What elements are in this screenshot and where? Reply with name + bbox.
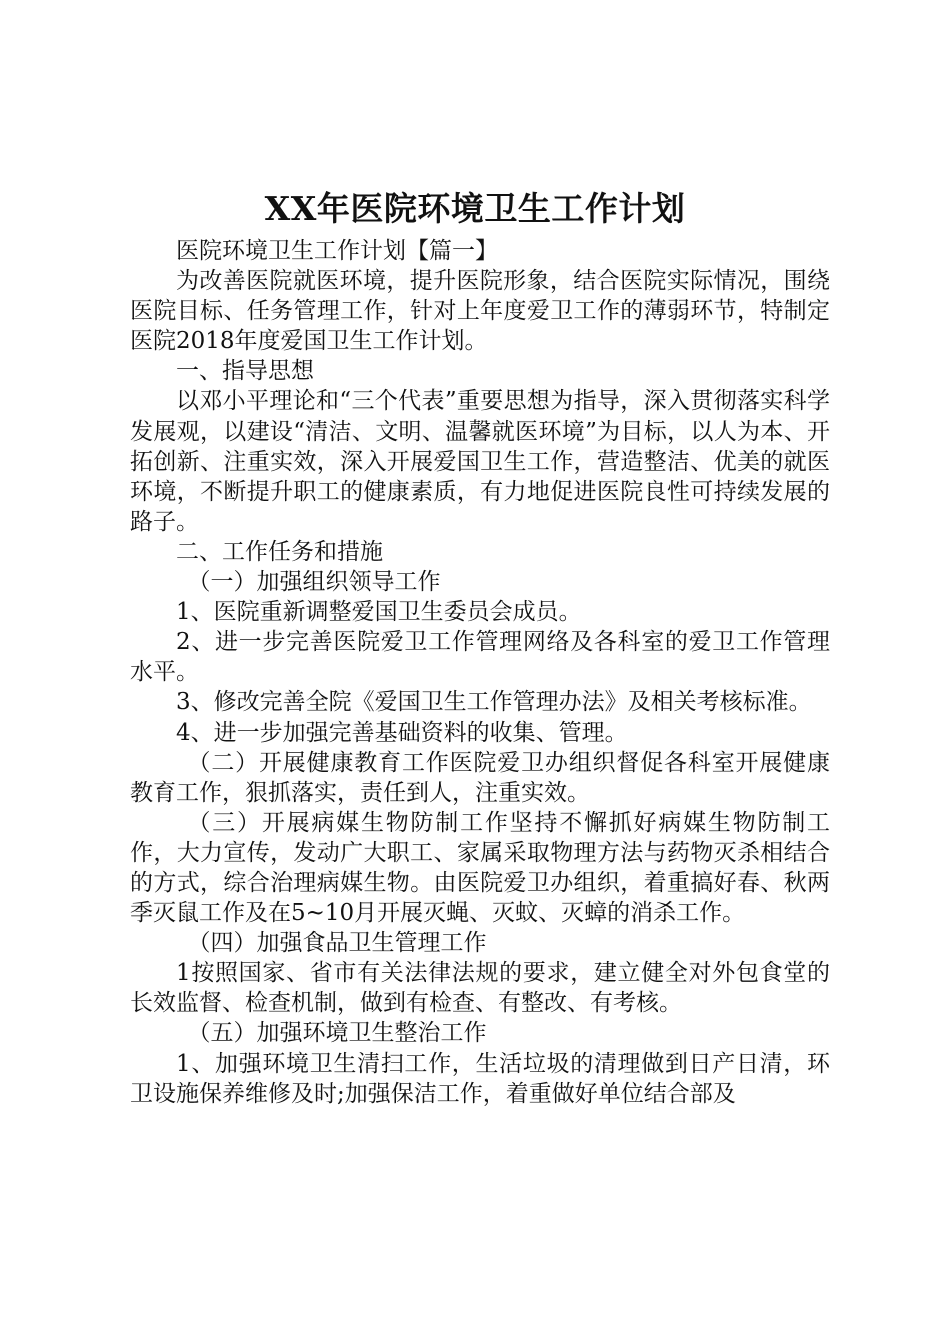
document-title: XX年医院环境卫生工作计划 xyxy=(264,189,686,228)
document-body xyxy=(130,236,830,1109)
subheading-organization: （一）加强组织领导工作 xyxy=(187,569,441,596)
list-item: 1按照国家、省市有关法律法规的要求，建立健全对外包食堂的长效监督、检查机制，做到有检查、有整改、有考核。 xyxy=(130,960,830,1017)
paragraph-health-education: （二）开展健康教育工作医院爱卫办组织督促各科室开展健康教育工作，狠抓落实，责任到人，注重实效。 xyxy=(130,749,830,806)
subheading-environment: （五）加强环境卫生整治工作 xyxy=(187,1020,487,1047)
list-item: 3、修改完善全院《爱国卫生工作管理办法》及相关考核标准。 xyxy=(176,689,812,716)
heading-tasks-measures: 二、工作任务和措施 xyxy=(176,538,383,565)
heading-guiding-ideology: 一、指导思想 xyxy=(176,358,314,385)
paragraph-section-heading: 医院环境卫生工作计划【篇一】 xyxy=(176,238,498,264)
paragraph-intro: 为改善医院就医环境，提升医院形象，结合医院实际情况，围绕医院目标、任务管理工作，针对上年度爱卫工作的薄弱环节，特制定医院2018年度爱国卫生工作计划。 xyxy=(130,268,830,355)
list-item: 4、进一步加强完善基础资料的收集、管理。 xyxy=(176,719,628,746)
paragraph-vector-control: （三）开展病媒生物防制工作坚持不懈抓好病媒生物防制工作，大力宣传，发动广大职工、家属采取物理方法与药物灭杀相结合的方式，综合治理病媒生物。由医院爱卫办组织，着重搞好春、秋两季灭鼠工作及在5~10月开展灭蝇、灭蚊、灭蟑的消杀工作。 xyxy=(130,809,830,927)
list-item: 1、医院重新调整爱国卫生委员会成员。 xyxy=(176,599,582,626)
paragraph-guiding-ideology: 以邓小平理论和“三个代表”重要思想为指导，深入贯彻落实科学发展观，以建设“清洁、文明、温馨就医环境”为目标，以人为本、开拓创新、注重实效，深入开展爱国卫生工作，营造整洁、优美的就医环境，不断提升职工的健康素质，有力地促进医院良性可持续发展的路子。 xyxy=(130,388,830,535)
list-item: 1、加强环境卫生清扫工作，生活垃圾的清理做到日产日清，环卫设施保养维修及时;加强保洁工作，着重做好单位结合部及 xyxy=(130,1050,830,1107)
subheading-food-hygiene: （四）加强食品卫生管理工作 xyxy=(187,930,487,957)
list-item: 2、进一步完善医院爱卫工作管理网络及各科室的爱卫工作管理水平。 xyxy=(130,629,830,686)
